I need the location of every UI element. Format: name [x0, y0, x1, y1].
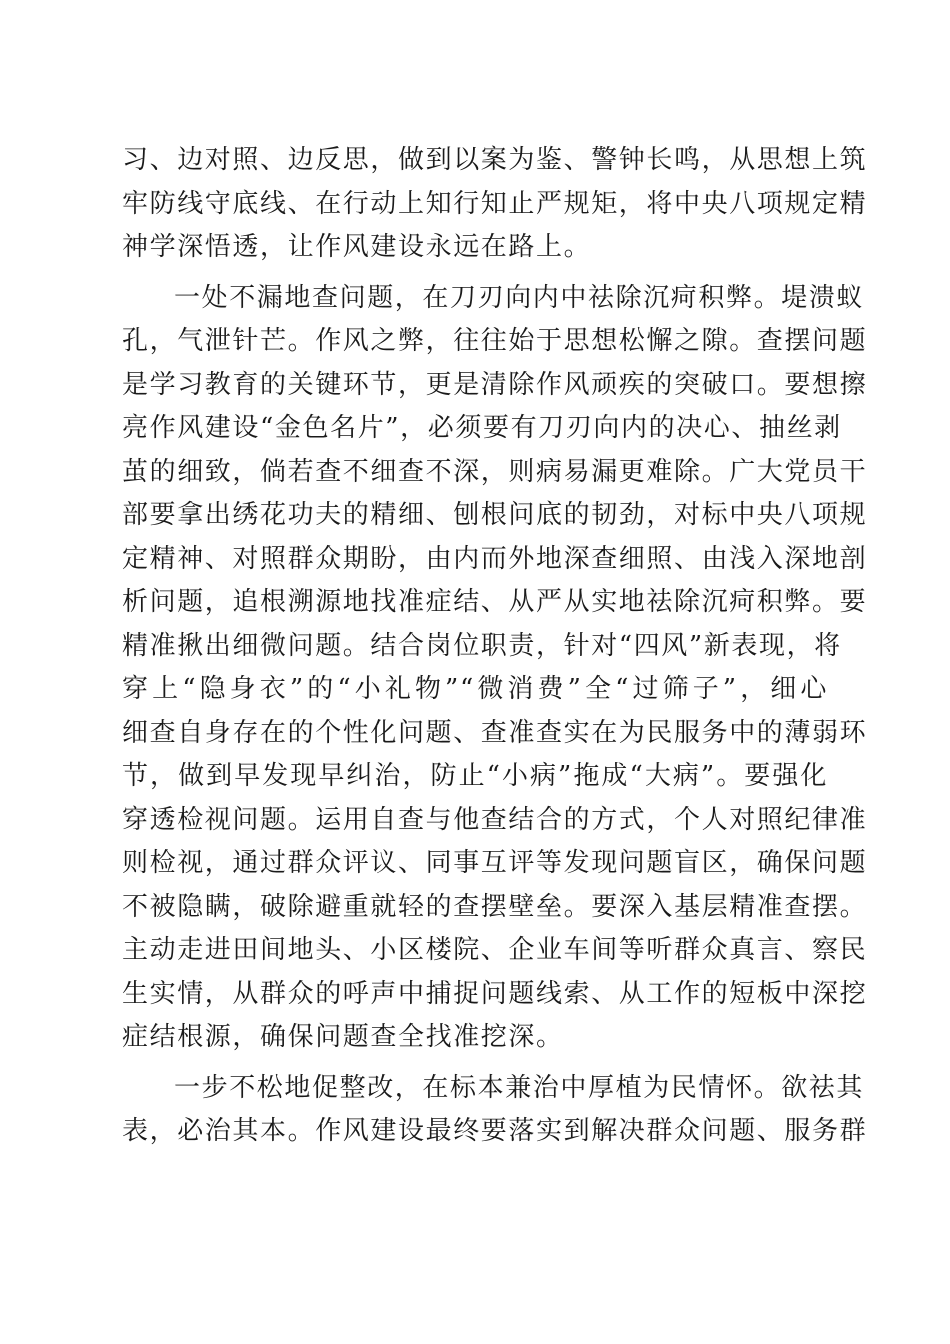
text-line: 主动走进田间地头、小区楼院、企业车间等听群众真言、察民 [122, 935, 868, 965]
text-line: 是学习教育的关键环节，更是清除作风顽疾的突破口。要想擦 [122, 369, 868, 400]
text-line: 亮作风建设“金色名片”，必须要有刀刃向内的决心、抽丝剥 [122, 413, 842, 443]
text-line: 一步不松地促整改，在标本兼治中厚植为民情怀。欲祛其 [174, 1072, 865, 1103]
text-line: 生实情，从群众的呼声中捕捉问题线索、从工作的短板中深挖 [122, 978, 868, 1009]
text-line: 表，必治其本。作风建设最终要落实到解决群众问题、服务群 [122, 1116, 868, 1146]
text-line: 茧的细致，倘若查不细查不深，则病易漏更难除。广大党员干 [122, 456, 868, 487]
text-line: 则检视，通过群众评议、同事互评等发现问题盲区，确保问题 [122, 848, 868, 878]
text-line: 不被隐瞒，破除避重就轻的查摆壁垒。要深入基层精准查摆。 [122, 891, 868, 922]
text-line: 孔，气泄针芒。作风之弊，往往始于思想松懈之隙。查摆问题 [122, 326, 868, 356]
text-line: 穿上“隐身衣”的“小礼物”“微消费”全“过筛子”，细心 [122, 674, 828, 704]
paragraph-3 [122, 1067, 868, 1154]
text-line: 精准揪出细微问题。结合岗位职责，针对“四风”新表现，将 [122, 630, 842, 661]
text-line: 析问题，追根溯源地找准症结、从严从实地祛除沉疴积弊。要 [122, 587, 868, 617]
text-line: 一处不漏地查问题，在刀刃向内中祛除沉疴积弊。堤溃蚁 [174, 282, 865, 313]
text-line: 细查自身存在的个性化问题、查准查实在为民服务中的薄弱环 [122, 717, 868, 748]
paragraph-1 [122, 139, 868, 270]
text-line: 节，做到早发现早纠治，防止“小病”拖成“大病”。要强化 [122, 761, 828, 791]
text-line: 穿透检视问题。运用自查与他查结合的方式，个人对照纪律准 [122, 804, 868, 835]
text-line: 牢防线守底线、在行动上知行知止严规矩，将中央八项规定精 [122, 188, 868, 219]
text-line: 神学深悟透，让作风建设永远在路上。 [122, 232, 592, 262]
body-text [122, 139, 868, 1154]
text-line: 部要拿出绣花功夫的精细、刨根问底的韧劲，对标中央八项规 [122, 500, 868, 530]
text-line: 习、边对照、边反思，做到以案为鉴、警钟长鸣，从思想上筑 [122, 145, 868, 175]
text-line: 症结根源，确保问题查全找准挖深。 [122, 1022, 564, 1052]
paragraph-2 [122, 277, 868, 1060]
text-line: 定精神、对照群众期盼，由内而外地深查细照、由浅入深地剖 [122, 543, 868, 574]
